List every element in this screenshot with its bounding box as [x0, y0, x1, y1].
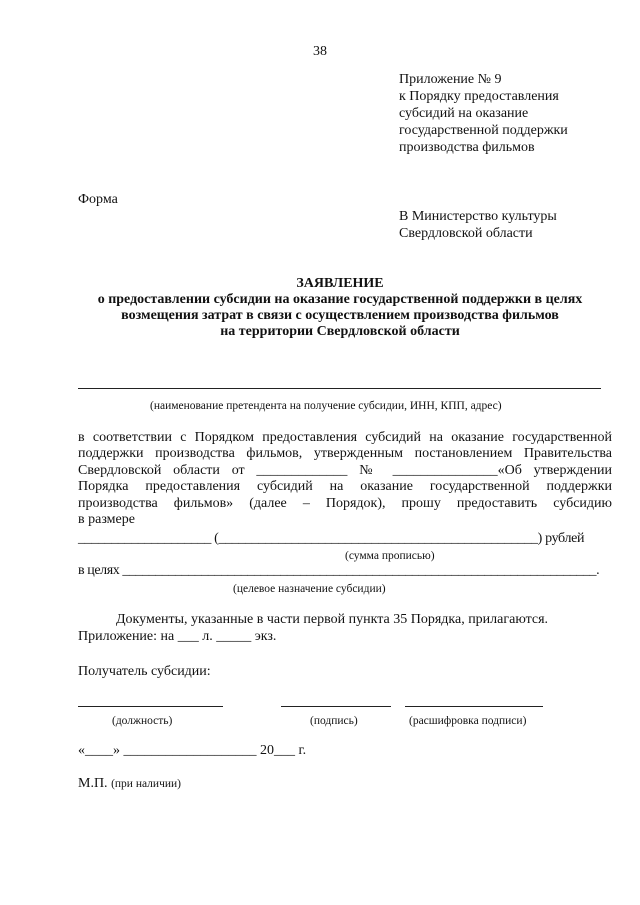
title-heading: ЗАЯВЛЕНИЕ: [296, 276, 384, 291]
title-line: на территории Свердловской области: [220, 324, 460, 339]
purpose-caption: (целевое назначение субсидии): [233, 583, 386, 595]
stamp-main: М.П.: [78, 776, 108, 791]
title-line: возмещения затрат в связи с осуществлением производства фильмов: [121, 308, 559, 323]
body-line: в размере: [78, 511, 135, 527]
signature-caption: (подпись): [310, 715, 358, 727]
body-paragraph: [78, 430, 612, 528]
position-field-line[interactable]: [78, 706, 223, 707]
position-caption: (должность): [112, 715, 173, 727]
body-line: производства фильмов» (далее – Порядок), прошу предоставить субсидию: [78, 495, 612, 511]
stamp-note: (при наличии): [111, 778, 182, 790]
signature-field-line[interactable]: [281, 706, 391, 707]
applicant-field-line[interactable]: [78, 388, 601, 389]
addressee: [399, 208, 557, 242]
body-line: поддержки производства фильмов, утвержденным постановлением Правительства: [78, 446, 612, 462]
date-field[interactable]: «____» ___________________ 20___ г.: [78, 743, 307, 758]
body-line: Порядка предоставления субсидий на оказание государственной поддержки: [78, 479, 612, 495]
addressee-line: В Министерство культуры: [399, 209, 557, 224]
form-label: Форма: [78, 192, 118, 207]
applicant-caption: (наименование претендента на получение субсидии, ИНН, КПП, адрес): [150, 400, 502, 412]
recipient-label: Получатель субсидии:: [78, 664, 211, 679]
document-title: [60, 276, 620, 340]
attachment-line[interactable]: Приложение: на ___ л. _____ экз.: [78, 629, 277, 644]
decode-caption: (расшифровка подписи): [409, 715, 527, 727]
appendix-line: государственной поддержки: [399, 123, 568, 138]
page-number: 38: [313, 44, 327, 59]
decode-field-line[interactable]: [405, 706, 543, 707]
appendix-header: [399, 71, 568, 156]
amount-caption: (сумма прописью): [345, 550, 435, 562]
appendix-line: производства фильмов: [399, 140, 535, 155]
appendix-line: Приложение № 9: [399, 72, 502, 87]
body-line: в соответствии с Порядком предоставления субсидий на оказание государственной: [78, 430, 612, 445]
documents-line: Документы, указанные в части первой пункта 35 Порядка, прилагаются.: [116, 612, 549, 627]
title-line: о предоставлении субсидии на оказание государственной поддержки в целях: [97, 292, 583, 307]
appendix-line: субсидий на оказание: [399, 106, 529, 121]
body-line: Свердловской области от _____________ № _______________«Об утверждении: [78, 462, 612, 478]
purpose-field[interactable]: в целях ________________________________________________________________________.: [78, 563, 600, 578]
addressee-line: Свердловской области: [399, 226, 533, 241]
amount-field[interactable]: ____________________ (________________________________________________) рублей: [78, 531, 585, 546]
stamp-label: [78, 776, 181, 792]
appendix-line: к Порядку предоставления: [399, 89, 559, 104]
